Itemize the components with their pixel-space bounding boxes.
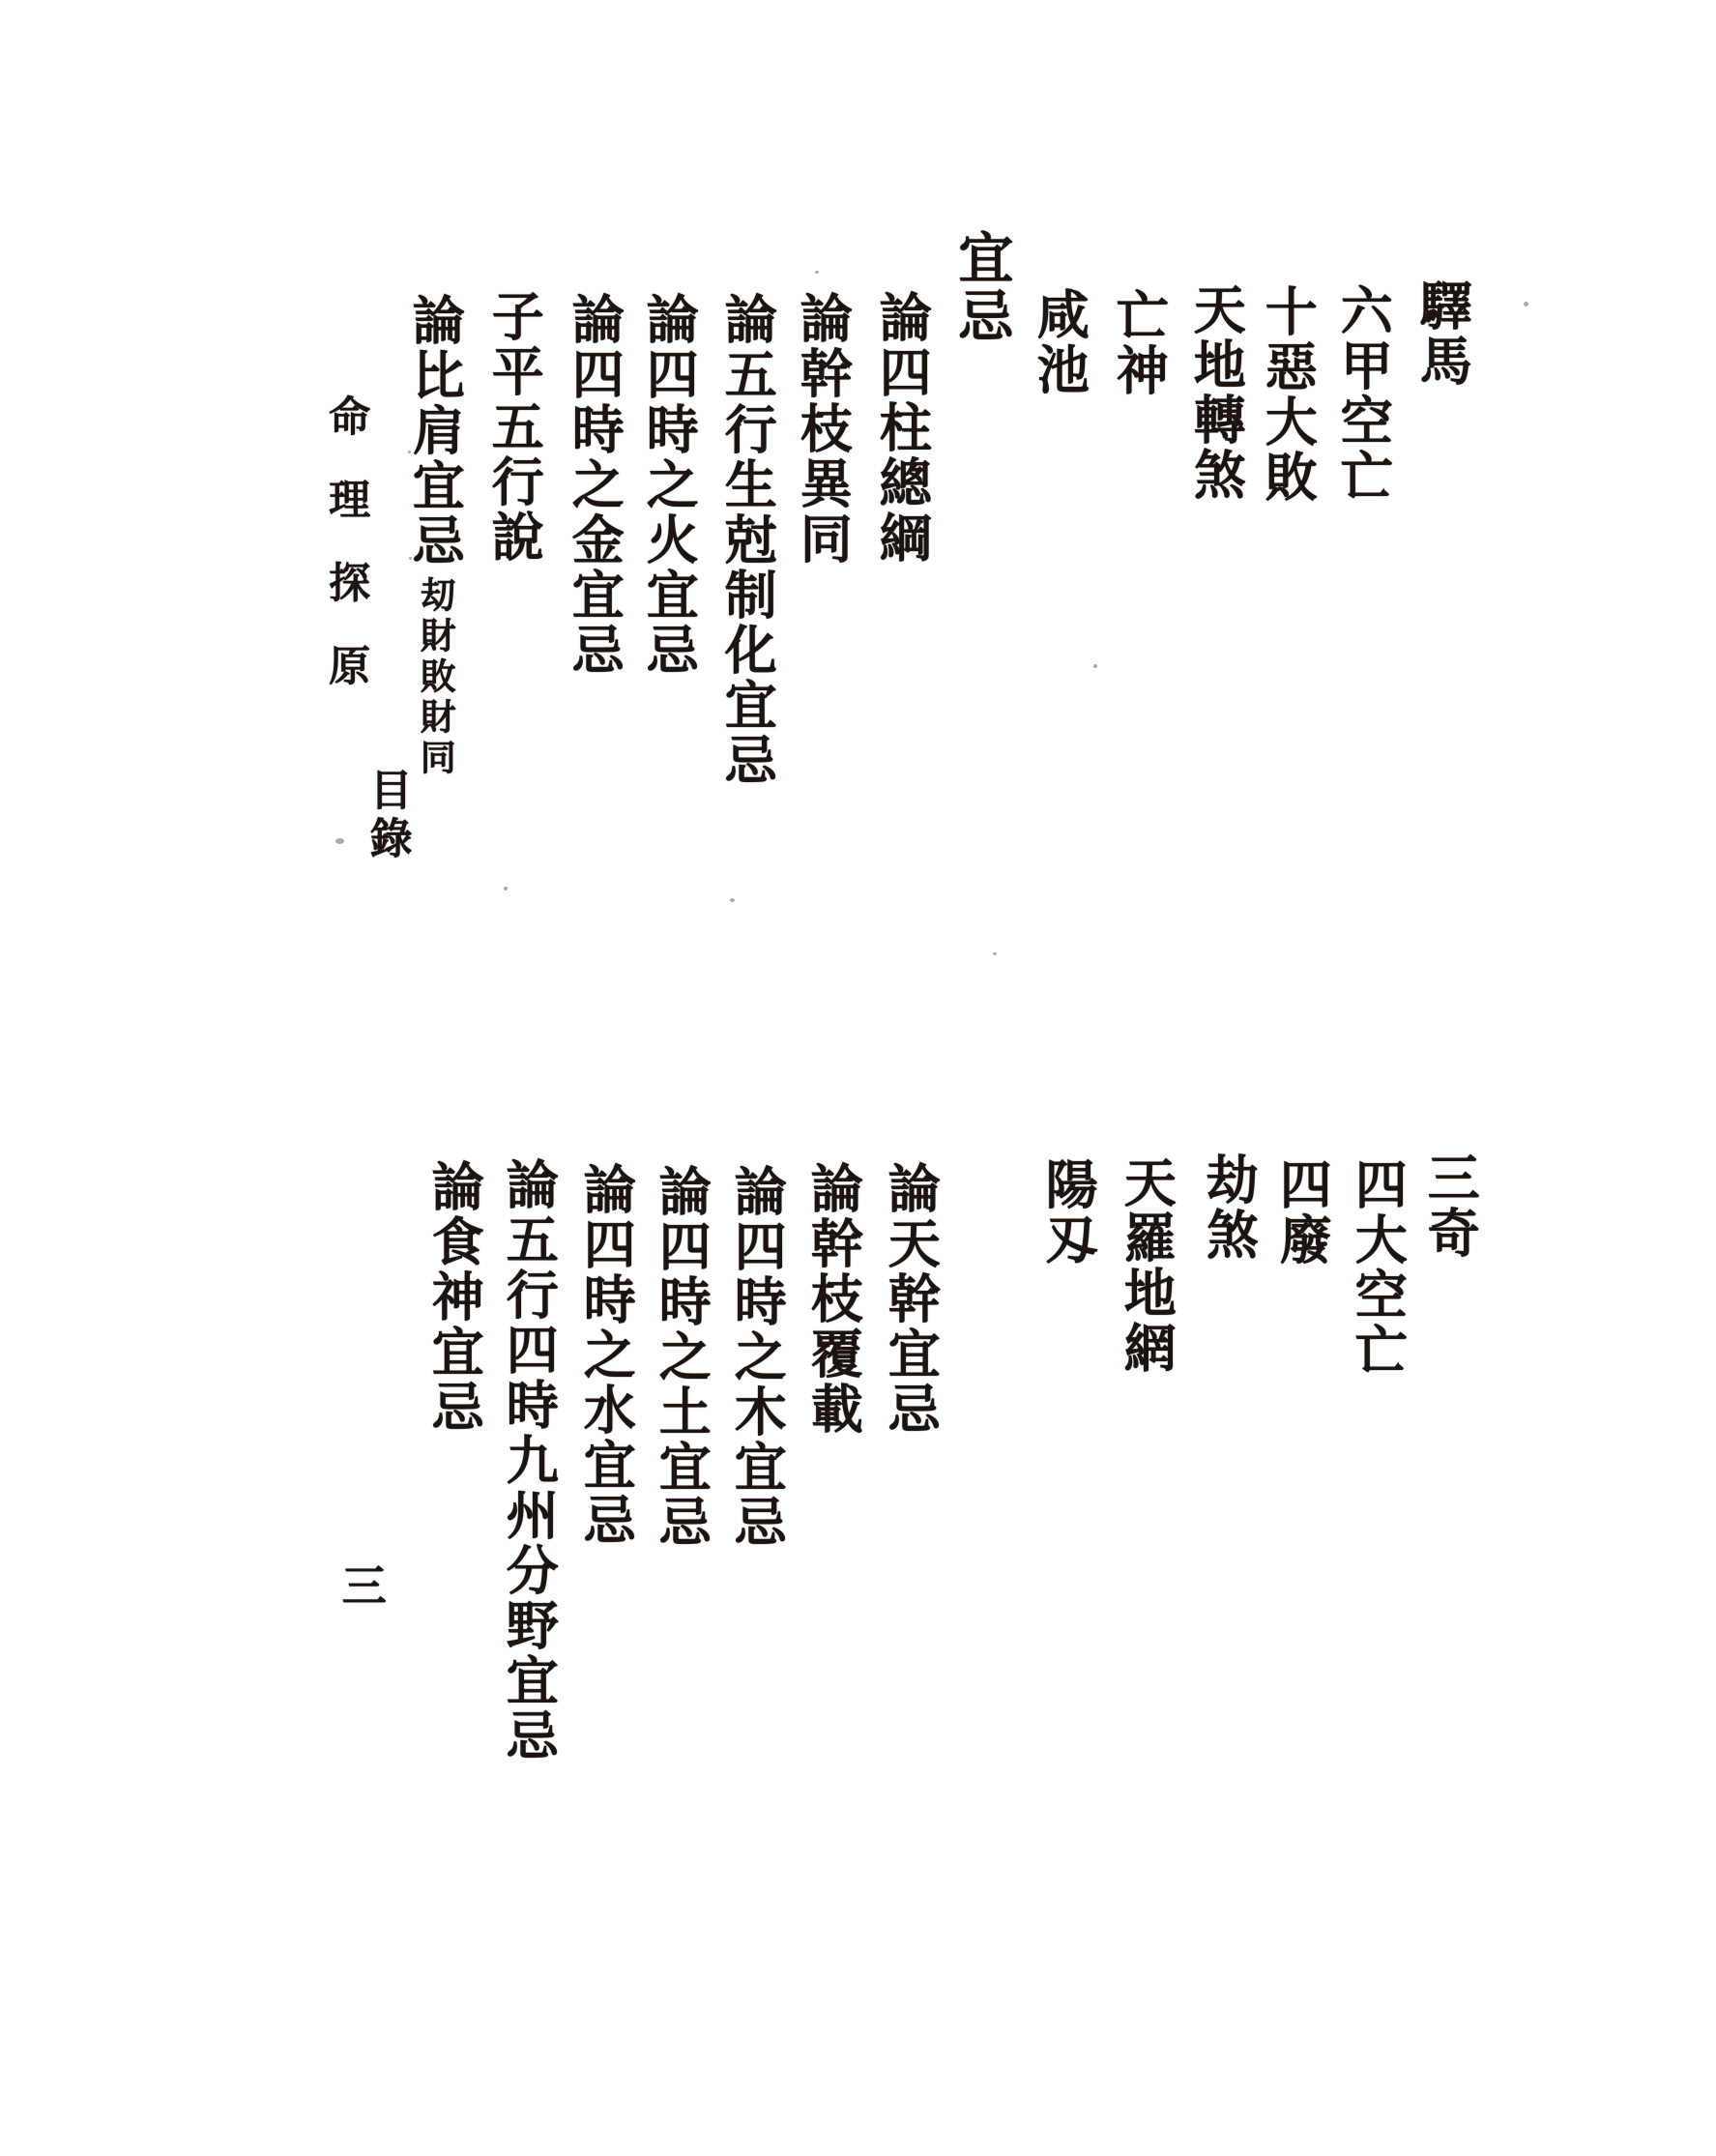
toc-label: 目錄 — [362, 768, 412, 864]
scan-speck — [504, 887, 508, 890]
section-header: 宜忌 — [948, 229, 1014, 345]
toc-entry: 論四時之土宜忌 — [651, 1164, 713, 1550]
page-number: 三 — [334, 1562, 388, 1609]
toc-entry-note: 刧財敗財同 — [414, 576, 457, 779]
scan-speck — [993, 952, 997, 955]
toc-entry: 陽刄 — [1037, 1157, 1100, 1267]
scan-speck — [626, 1278, 630, 1282]
toc-entry: 四廢 — [1271, 1157, 1334, 1267]
toc-entry: 驛馬 — [1411, 278, 1474, 389]
scan-speck — [1524, 302, 1528, 306]
toc-entry: 論食神宜忌 — [423, 1159, 486, 1435]
toc-entry: 子平五行說 — [483, 289, 546, 565]
scan-speck — [1093, 664, 1097, 668]
toc-entry: 天羅地網 — [1116, 1155, 1178, 1376]
toc-entry: 天地轉煞 — [1185, 282, 1248, 503]
scan-speck — [815, 271, 819, 274]
toc-entry: 論四時之金宜忌 — [564, 292, 626, 678]
toc-entry: 論五行生尅制化宜忌 — [716, 292, 779, 788]
toc-entry: 論幹枝異同 — [792, 291, 855, 567]
toc-entry: 劫煞 — [1198, 1152, 1261, 1263]
scan-speck — [730, 898, 735, 902]
scan-speck — [408, 451, 411, 453]
toc-entry: 論四柱總綱 — [871, 290, 934, 566]
toc-entry: 六甲空亡 — [1332, 283, 1395, 504]
toc-entry: 論天幹宜忌 — [880, 1161, 943, 1437]
toc-entry-text: 論比肩宜忌 — [404, 293, 467, 568]
toc-entry: 論四時之水宜忌 — [575, 1162, 638, 1548]
toc-entry-with-note — [404, 293, 467, 779]
scan-speck — [409, 557, 412, 560]
toc-entry: 十惡大敗 — [1257, 284, 1320, 505]
toc-entry: 三奇 — [1419, 1151, 1482, 1261]
toc-entry: 論幹枝覆載 — [802, 1161, 865, 1437]
toc-entry: 四大空亡 — [1347, 1157, 1410, 1378]
scan-speck — [335, 838, 344, 844]
toc-entry: 咸池 — [1029, 287, 1091, 397]
toc-entry: 論五行四時九州分野宜忌 — [498, 1157, 561, 1763]
toc-entry: 亡神 — [1108, 288, 1171, 398]
toc-entry: 論四時之木宜忌 — [726, 1164, 789, 1550]
book-title: 命理探原 — [322, 394, 371, 727]
toc-entry: 論四時之火宜忌 — [638, 292, 701, 678]
